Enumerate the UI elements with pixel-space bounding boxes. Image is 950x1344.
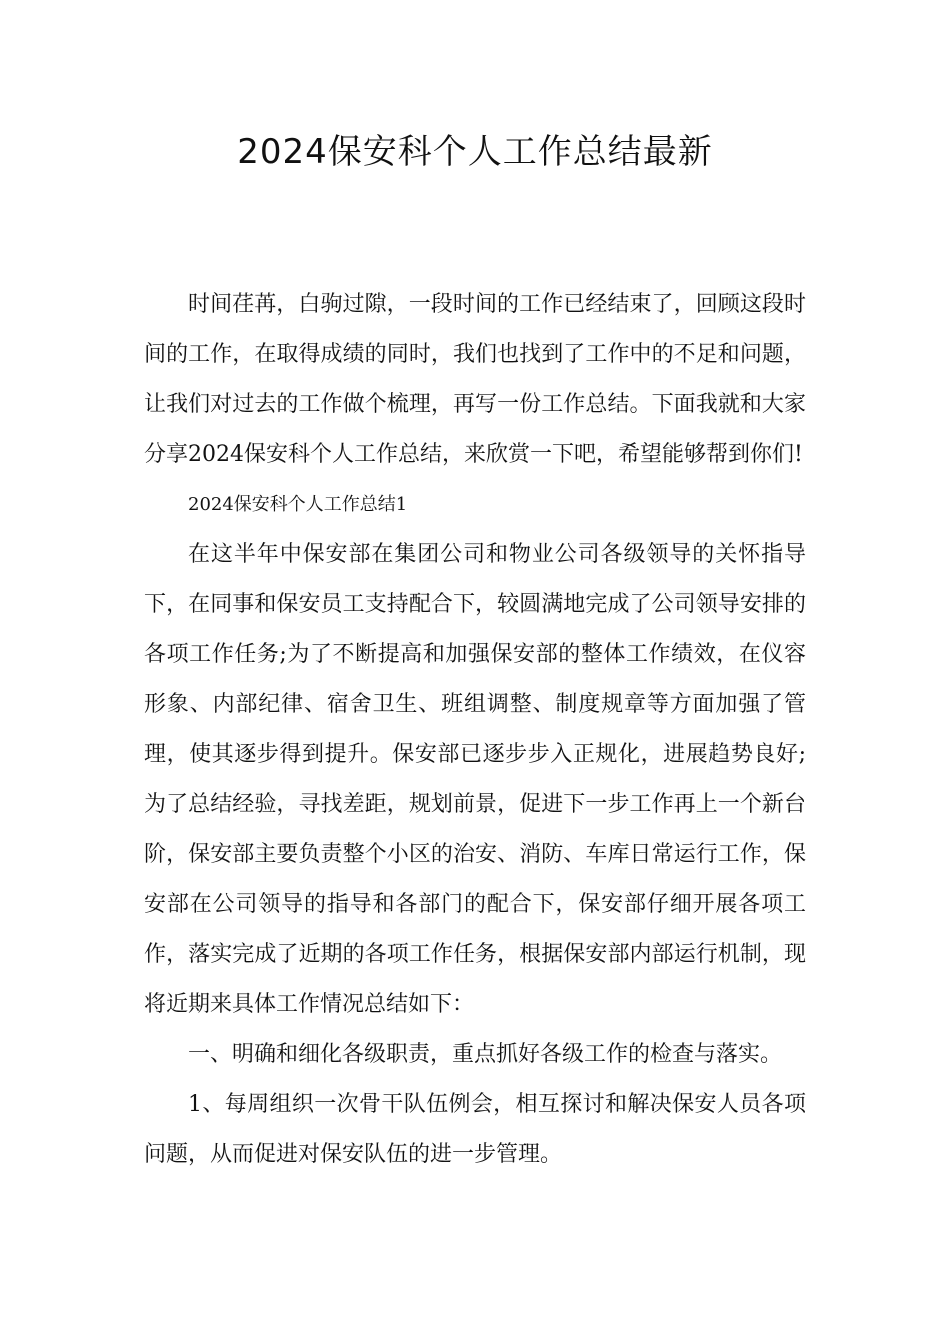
body-paragraph: 在这半年中保安部在集团公司和物业公司各级领导的关怀指导下，在同事和保安员工支持配合下，较圆满地完成了公司领导安排的各项工作任务;为了不断提高和加强保安部的整体工作绩效，在仪容形象、内部纪律、宿舍卫生、班组调整、制度规章等方面加强了管理，使其逐步得到提升。保安部已逐步步入正规化，进展趋势良好;为了总结经验，寻找差距，规划前景，促进下一步工作再上一个新台阶，保安部主要负责整个小区的治安、消防、车库日常运行工作，保安部在公司领导的指导和各部门的配合下，保安部仔细开展各项工作，落实完成了近期的各项工作任务，根据保安部内部运行机制，现将近期来具体工作情况总结如下：	[144, 542, 806, 1017]
document-body	[144, 280, 806, 1180]
point-heading: 一、明确和细化各级职责，重点抓好各级工作的检查与落实。	[188, 1042, 783, 1067]
point-item: 1、每周组织一次骨干队伍例会，相互探讨和解决保安人员各项问题，从而促进对保安队伍的进一步管理。	[144, 1092, 806, 1167]
document-title: 2024保安科个人工作总结最新	[237, 132, 713, 172]
intro-paragraph: 时间荏苒，白驹过隙，一段时间的工作已经结束了，回顾这段时间的工作，在取得成绩的同时，我们也找到了工作中的不足和问题，让我们对过去的工作做个梳理，再写一份工作总结。下面我就和大家分享2024保安科个人工作总结，来欣赏一下吧，希望能够帮到你们!	[144, 292, 806, 467]
section-heading: 2024保安科个人工作总结1	[188, 494, 408, 515]
